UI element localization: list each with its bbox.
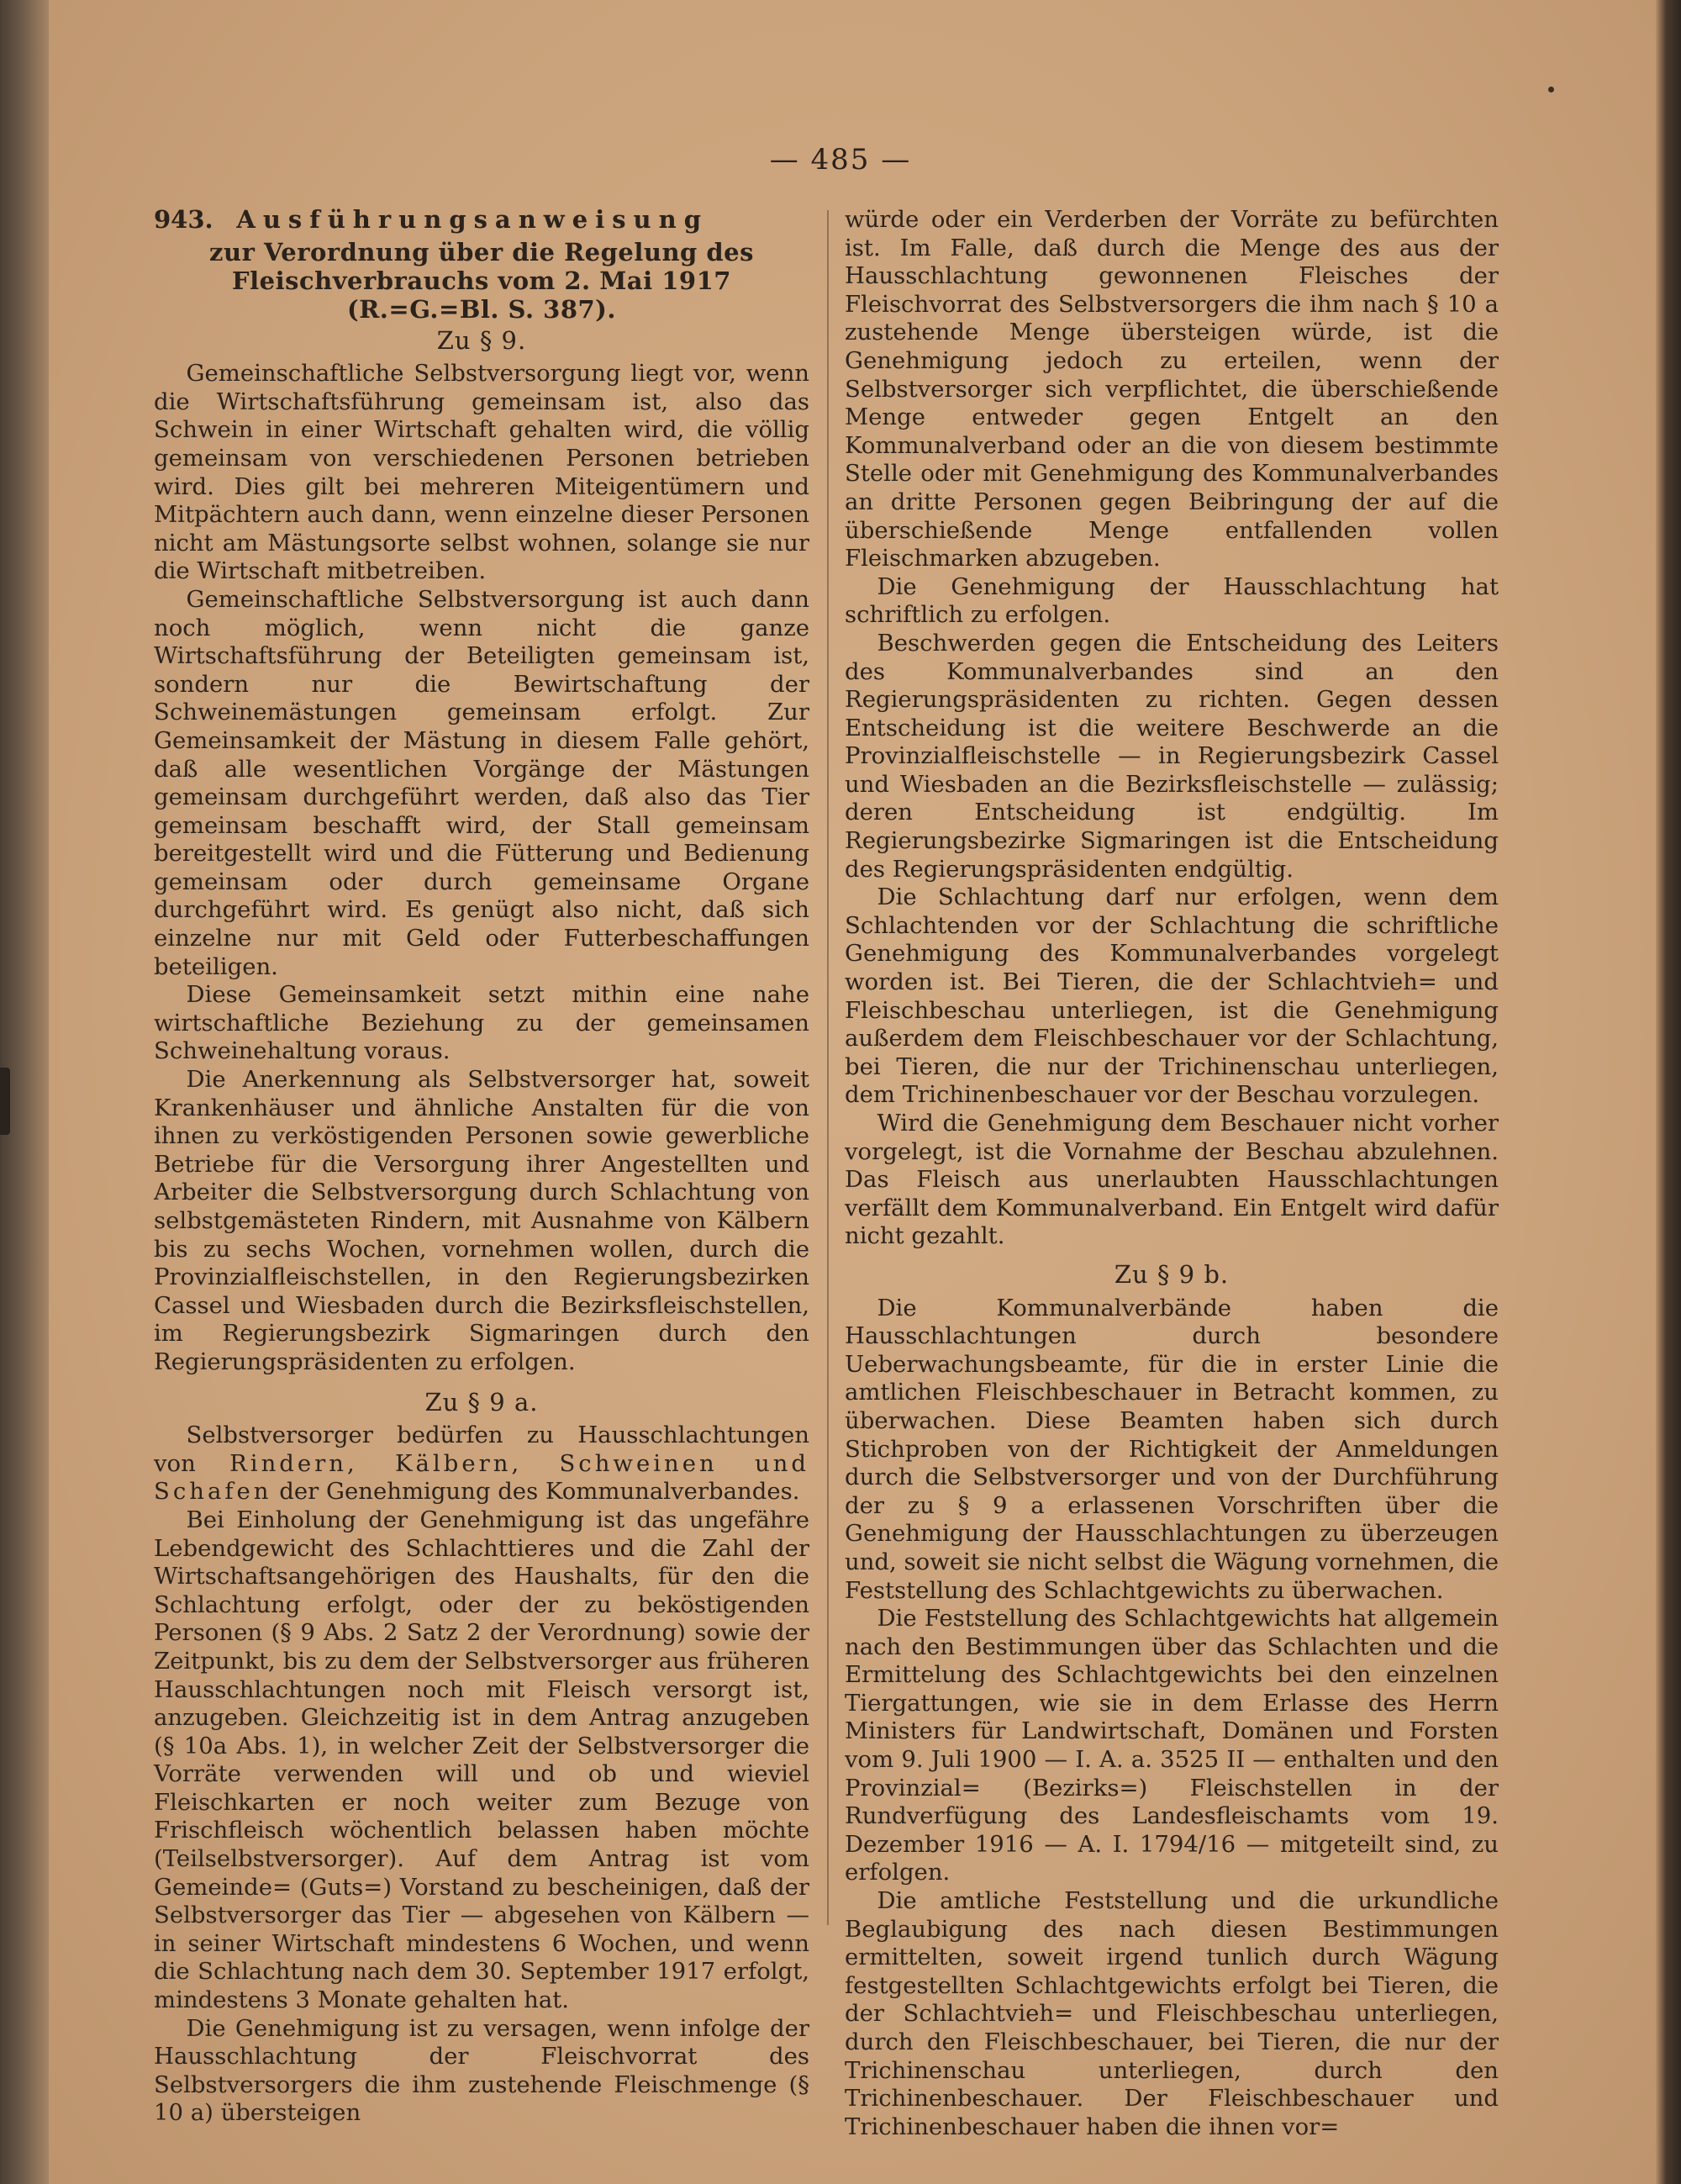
paragraph: Gemeinschaftliche Selbstversorgung liegt vor, wenn die Wirtschaftsführung gemeinsam ist, also das Schwein in einer Wirtschaft gehalten wird, die völlig gemeinsam von verschiedenen Personen betrieben wird. Dies gilt bei mehreren Miteigentümern und Mitpächtern auch dann, wenn einzelne dieser Personen nicht am Mästungsorte selbst wohnen, solange sie nur die Wirtschaft mitbetreiben. <box>154 360 809 585</box>
ink-spot <box>1548 87 1554 92</box>
paragraph: Gemeinschaftliche Selbstversorgung ist auch dann noch möglich, wenn nicht die ganze Wirtschaftsführung der Beteiligten gemeinsam ist, sondern nur die Bewirtschaftung der Schweinemästungen gemeinsam erfolgt. Zur Gemeinsamkeit der Mästung in diesem Falle gehört, daß alle wesentlichen Vorgänge der Mästungen gemeinsam durchgeführt werden, daß also das Tier gemeinsam beschafft wird, der Stall gemeinsam bereitgestellt wird und die Fütterung und Bedienung gemeinsam oder durch gemeinsame Organe durchgeführt wird. Es genügt also nicht, daß sich einzelne nur mit Geld oder Futterbeschaffungen beteiligen. <box>154 585 809 980</box>
binding-clip <box>0 1068 10 1135</box>
page-edge <box>1656 0 1681 2184</box>
paragraph: Die Genehmigung der Hausschlachtung hat schriftlich zu erfolgen. <box>845 572 1499 629</box>
paragraph: würde oder ein Verderben der Vorräte zu befürchten ist. Im Falle, daß durch die Menge des aus der Hausschlachtung gewonnenen Fleisches der Fleischvorrat des Selbstversorgers die ihm nach § 10 a zustehende Menge übersteigen würde, ist die Genehmigung jedoch zu erteilen, wenn der Selbstversorger sich verpflichtet, die überschießende Menge entweder gegen Entgelt an den Kommunalverband oder an die von diesem bestimmte Stelle oder mit Genehmigung des Kommunalverbandes an dritte Personen gegen Beibringung der auf die überschießende Menge entfallenden vollen Fleischmarken abzugeben. <box>845 206 1499 572</box>
paragraph: Diese Gemeinsamkeit setzt mithin eine nahe wirtschaftliche Beziehung zu der gemeinsamen Schweinehaltung voraus. <box>154 981 809 1065</box>
section-header <box>154 206 809 235</box>
paragraph: Die Kommunalverbände haben die Hausschlachtungen durch besondere Ueberwachungsbeamte, für die in erster Linie die amtlichen Fleischbeschauer in Betracht kommen, zu überwachen. Diese Beamten haben sich durch Stichproben von der Richtigkeit der Anmeldungen durch die Selbstversorger und von der Durchführung der zu § 9 a erlassenen Vorschriften über die Genehmigung der Hausschlachtungen zu überzeugen und, soweit sie nicht selbst die Wägung vornehmen, die Feststellung des Schlachtgewichts zu überwachen. <box>845 1294 1499 1604</box>
paragraph: Die Feststellung des Schlachtgewichts hat allgemein nach den Bestimmungen über das Schlachten und die Ermittelung des Schlachtgewichts bei den einzelnen Tiergattungen, wie sie in dem Erlasse des Herrn Ministers für Landwirtschaft, Domänen und Forsten vom 9. Juli 1900 — I. A. a. 3525 II — enthalten und den Provinzial= (Bezirks=) Fleischstellen in der Rundverfügung des Landesfleischamts vom 19. Dezember 1916 — A. I. 1794/16 — mitgeteilt sind, zu erfolgen. <box>845 1605 1499 1886</box>
right-column <box>845 206 1499 2141</box>
paragraph: Die Schlachtung darf nur erfolgen, wenn dem Schlachtenden vor der Schlachtung die schriftliche Genehmigung des Kommunalverbandes vorgelegt worden ist. Bei Tieren, die der Schlachtvieh= und Fleischbeschau unterliegen, ist die Genehmigung außerdem dem Fleischbeschauer vor der Schlachtung, bei Tieren, die nur der Trichinenschau unterliegen, dem Trichinenbeschauer vor der Beschau vorzulegen. <box>845 884 1499 1109</box>
paragraph: Die Genehmigung ist zu versagen, wenn infolge der Hausschlachtung der Fleischvorrat des Selbstversorgers die ihm zustehende Fleischmenge (§ 10 a) übersteigen <box>154 2014 809 2127</box>
paragraph: Beschwerden gegen die Entscheidung des Leiters des Kommunalverbandes sind an den Regierungspräsidenten zu richten. Gegen dessen Entscheidung ist die weitere Beschwerde an die Provinzialfleischstelle — in Regierungsbezirk Cassel und Wiesbaden an die Bezirksfleischstelle — zulässig; deren Entscheidung ist endgültig. Im Regierungsbezirke Sigmaringen ist die Entscheidung des Regierungspräsidenten endgültig. <box>845 629 1499 883</box>
left-column <box>154 206 809 2128</box>
heading-sec-9b: Zu § 9 b. <box>1114 1259 1230 1289</box>
page-number: — 485 — <box>769 143 912 177</box>
paragraph <box>154 1422 809 1506</box>
section-subtitle: zur Verordnung über die Regelung des Fleischverbrauchs vom 2. Mai 1917 (R.=G.=Bl. S. 387). <box>209 237 754 324</box>
paragraph: Die Anerkennung als Selbstversorger hat, soweit Krankenhäuser und ähnliche Anstalten für die von ihnen zu verköstigenden Personen sowie gewerbliche Betriebe für die Versorgung ihrer Angestellten und Arbeiter die Selbstversorgung durch Schlachtung von selbstgemästeten Rindern, mit Ausnahme von Kälbern bis zu sechs Wochen, vornehmen wollen, durch die Provinzialfleischstellen, in den Regierungsbezirken Cassel und Wiesbaden durch die Bezirksfleischstellen, im Regierungsbezirk Sigmaringen durch den Regierungspräsidenten zu erfolgen. <box>154 1066 809 1375</box>
text-run: der Genehmigung des Kommunalverbandes. <box>271 1478 800 1506</box>
heading-sec-9: Zu § 9. <box>436 325 527 355</box>
heading-sec-9a: Zu § 9 a. <box>424 1387 539 1416</box>
spaced-text: Rindern, Kälbern, Schweinen und Schafen <box>154 1449 809 1506</box>
section-number: 943. <box>154 205 213 234</box>
paragraph: Die amtliche Feststellung und die urkundliche Beglaubigung des nach diesen Bestimmungen ermittelten, soweit irgend tunlich durch Wägung festgestellten Schlachtgewichts erfolgt bei Tieren, die der Schlachtvieh= und Fleischbeschau unterliegen, durch den Fleischbeschauer, bei Tieren, die nur der Trichinenschau unterliegen, durch den Trichinenbeschauer. Der Fleischbeschauer und Trichinenbeschauer haben die ihnen vor= <box>845 1887 1499 2140</box>
column-divider <box>827 210 829 1925</box>
paragraph: Wird die Genehmigung dem Beschauer nicht vorher vorgelegt, ist die Vornahme der Beschau abzulehnen. Das Fleisch aus unerlaubten Hausschlachtungen verfällt dem Kommunalverband. Ein Entgelt wird dafür nicht gezahlt. <box>845 1110 1499 1250</box>
section-title: Ausführungsanweisung <box>236 205 709 234</box>
text-run: Selbstversorger bedürfen zu Hausschlachtungen von <box>154 1422 809 1477</box>
paragraph: Bei Einholung der Genehmigung ist das ungefähre Lebendgewicht des Schlachttieres und die Zahl der Wirtschaftsangehörigen des Haushalts, für den die Schlachtung erfolgt, oder der zu beköstigenden Personen (§ 9 Abs. 2 Satz 2 der Verordnung) sowie der Zeitpunkt, bis zu dem der Selbstversorger aus früheren Hausschlachtungen noch mit Fleisch versorgt ist, anzugeben. Gleichzeitig ist in dem Antrag anzugeben (§ 10a Abs. 1), in welcher Zeit der Selbstversorger die Vorräte verwenden will und ob und wieviel Fleischkarten er noch weiter zum Bezuge von Frischfleisch wöchentlich belassen haben möchte (Teilselbstversorger). Auf dem Antrag ist vom Gemeinde= (Guts=) Vorstand zu bescheinigen, daß der Selbstversorger das Tier — abgesehen von Kälbern — in seiner Wirtschaft mindestens 6 Wochen, und wenn die Schlachtung nach dem 30. September 1917 erfolgt, mindestens 3 Monate gehalten hat. <box>154 1506 809 2014</box>
